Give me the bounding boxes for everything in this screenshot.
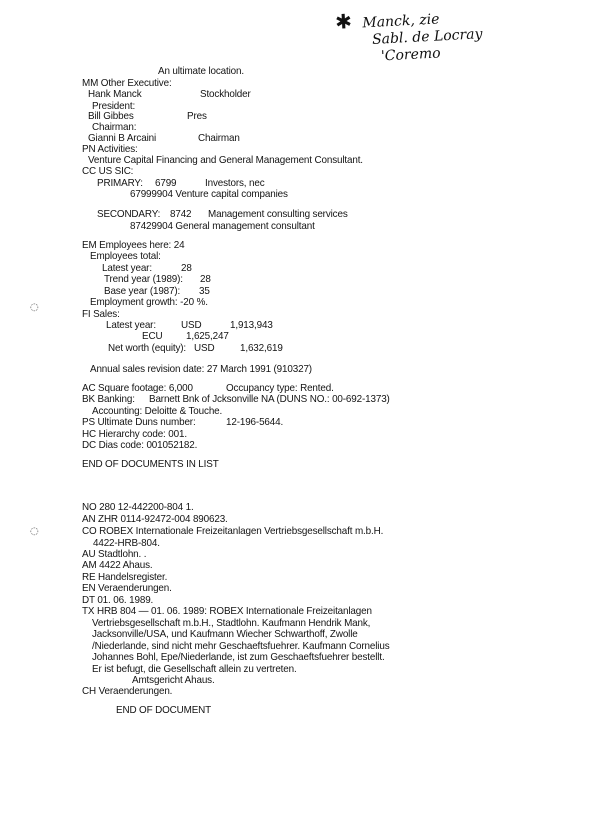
record-court: Amtsgericht Ahaus. — [132, 675, 215, 686]
square-footage: AC Square footage: 6,000 — [82, 383, 193, 394]
end-of-documents-list: END OF DOCUMENTS IN LIST — [82, 459, 219, 470]
banking-value: Barnett Bnk of Jcksonville NA (DUNS NO.: 00-692-1373) — [149, 394, 390, 405]
sic-label: CC US SIC: — [82, 166, 134, 177]
sic-secondary-code: 8742 — [170, 209, 192, 220]
activities-label: PN Activities: — [82, 144, 138, 155]
record-company-reg: 4422-HRB-804. — [93, 538, 160, 549]
sales-ecu-value: 1,625,247 — [186, 331, 229, 342]
asterisk-mark: ✱ — [334, 8, 353, 34]
employees-base: 35 — [199, 286, 210, 297]
banking-label: BK Banking: — [82, 394, 135, 405]
executive-name: Hank Manck — [88, 89, 142, 100]
duns-number: 12-196-5644. — [226, 417, 284, 428]
record-an: AN ZHR 0114-92472-004 890623. — [82, 514, 228, 525]
dias-code: DC Dias code: 001052182. — [82, 440, 198, 451]
record-ch: CH Veraenderungen. — [82, 686, 173, 697]
employment-growth: Employment growth: -20 %. — [90, 297, 208, 308]
executive-title: President: — [92, 101, 136, 112]
sic-primary-label: PRIMARY: — [97, 178, 143, 189]
sales-revision-date: Annual sales revision date: 27 March 1991 (910327) — [90, 364, 312, 375]
employees-trend: 28 — [200, 274, 211, 285]
record-en: EN Veraenderungen. — [82, 583, 172, 594]
record-am: AM 4422 Ahaus. — [82, 560, 153, 571]
employees-base-label: Base year (1987): — [104, 286, 181, 297]
note-line-2: Sabl. de Locray — [371, 26, 483, 48]
executive-role: Chairman — [198, 133, 240, 144]
record-au: AU Stadtlohn. . — [82, 549, 147, 560]
sic-primary-code: 6799 — [155, 178, 177, 189]
record-no: NO 280 12-442200-804 1. — [82, 502, 194, 513]
activities-text: Venture Capital Financing and General Management Consultant. — [88, 155, 363, 166]
sic-secondary-desc: Management consulting services — [208, 209, 348, 220]
record-re: RE Handelsregister. — [82, 572, 168, 583]
ultimate-location: An ultimate location. — [158, 66, 244, 77]
sic-primary-sub: 67999904 Venture capital companies — [130, 189, 288, 200]
employees-trend-label: Trend year (1989): — [104, 274, 183, 285]
punch-hole-mark: ◌ — [30, 302, 39, 313]
executive-name: Bill Gibbes — [88, 111, 134, 122]
sales-ecu-label: ECU — [142, 331, 163, 342]
record-company: CO ROBEX Internationale Freizeitanlagen Vertriebsgesellschaft m.b.H. — [82, 526, 384, 537]
record-tx-line: Vertriebsgesellschaft m.b.H., Stadtlohn. Kaufmann Hendrik Mank, — [92, 618, 371, 629]
networth-value: 1,632,619 — [240, 343, 283, 354]
sic-secondary-label: SECONDARY: — [97, 209, 161, 220]
sales-latest-value: 1,913,943 — [230, 320, 273, 331]
duns-label: PS Ultimate Duns number: — [82, 417, 196, 428]
hierarchy-code: HC Hierarchy code: 001. — [82, 429, 187, 440]
sic-primary-desc: Investors, nec — [205, 178, 265, 189]
sales-latest-currency: USD — [181, 320, 202, 331]
networth-label: Net worth (equity): — [108, 343, 187, 354]
note-line-1: Manck, zie — [362, 11, 440, 32]
occupancy-type: Occupancy type: Rented. — [226, 383, 334, 394]
end-of-document: END OF DOCUMENT — [116, 705, 212, 716]
employees-latest-label: Latest year: — [102, 263, 152, 274]
record-tx-line: TX HRB 804 — 01. 06. 1989: ROBEX Internationale Freizeitanlagen — [82, 606, 372, 617]
record-tx-line: Johannes Bohl, Epe/Niederlande, ist zum Geschaeftsfuehrer bestellt. — [92, 652, 385, 663]
executives-label: MM Other Executive: — [82, 78, 172, 89]
employees-total-label: Employees total: — [90, 251, 161, 262]
note-line-3: 'Coremo — [380, 45, 441, 65]
employees-latest: 28 — [181, 263, 192, 274]
record-tx-line: Er ist befugt, die Gesellschaft allein zu vertreten. — [92, 664, 297, 675]
handwritten-note — [335, 6, 484, 68]
executive-title: Chairman: — [92, 122, 137, 133]
record-tx-line: /Niederlande, sind nicht mehr Geschaeftsfuehrer. Kaufmann Cornelius — [92, 641, 390, 652]
executive-name: Gianni B Arcaini — [88, 133, 157, 144]
employees-here: EM Employees here: 24 — [82, 240, 185, 251]
record-tx-line: Jacksonville/USA, und Kaufmann Wiecher Schwarthoff, Zwolle — [92, 629, 358, 640]
networth-currency: USD — [194, 343, 215, 354]
sic-secondary-sub: 87429904 General management consultant — [130, 221, 315, 232]
record-dt: DT 01. 06. 1989. — [82, 595, 154, 606]
executive-role: Pres — [187, 111, 207, 122]
sales-label: FI Sales: — [82, 309, 120, 320]
executive-role: Stockholder — [200, 89, 251, 100]
punch-hole-mark: ◌ — [30, 526, 39, 537]
sales-latest-label: Latest year: — [106, 320, 156, 331]
accounting: Accounting: Deloitte & Touche. — [92, 406, 223, 417]
